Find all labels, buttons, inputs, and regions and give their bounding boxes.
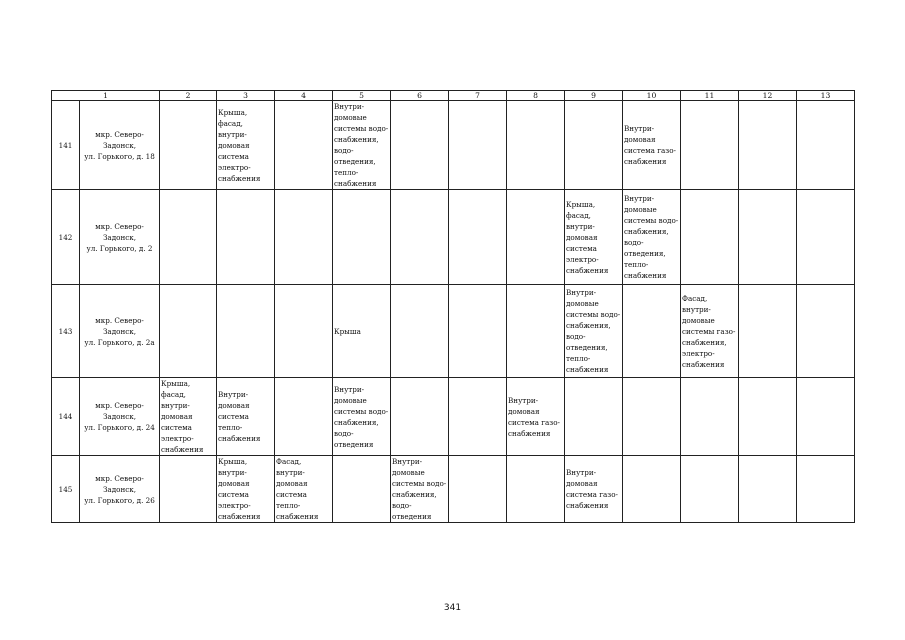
table-cell: Крыша — [333, 285, 391, 378]
table-cell: Внутри- домовые системы водо- снабжения, водо- отведения, тепло- снабжения — [565, 285, 623, 378]
row-number: 145 — [52, 456, 80, 523]
table-cell — [623, 456, 681, 523]
table-cell: Крыша, фасад, внутри- домовая система электро- снабжения — [217, 101, 275, 190]
col-header: 11 — [681, 91, 739, 101]
table-cell — [333, 190, 391, 285]
table-cell — [217, 190, 275, 285]
table-cell — [391, 101, 449, 190]
table-cell — [275, 101, 333, 190]
table-cell — [449, 285, 507, 378]
col-header: 3 — [217, 91, 275, 101]
page-number: 341 — [443, 603, 462, 613]
table-cell: Внутри- домовые системы водо- снабжения, водо- отведения — [333, 378, 391, 456]
col-header: 6 — [391, 91, 449, 101]
table-cell — [160, 456, 217, 523]
table-cell: Крыша, фасад, внутри- домовая система электро- снабжения — [565, 190, 623, 285]
table-cell — [565, 101, 623, 190]
table-cell — [507, 456, 565, 523]
table-cell — [681, 378, 739, 456]
table-row — [52, 378, 855, 456]
table-cell — [449, 456, 507, 523]
repair-schedule-table — [51, 90, 855, 523]
table-cell — [507, 190, 565, 285]
table-cell — [391, 285, 449, 378]
table-cell: Внутри- домовые системы водо- снабжения, водо- отведения, тепло- снабжения — [333, 101, 391, 190]
table-cell — [623, 378, 681, 456]
header-row — [52, 91, 855, 101]
row-address: мкр. Северо- Задонск, ул. Горького, д. 24 — [80, 378, 160, 456]
col-header: 13 — [797, 91, 855, 101]
col-header: 1 — [52, 91, 160, 101]
table-cell — [160, 285, 217, 378]
table-cell — [681, 101, 739, 190]
table-cell — [507, 101, 565, 190]
table-cell — [739, 285, 797, 378]
table-cell — [739, 378, 797, 456]
row-number: 142 — [52, 190, 80, 285]
table-cell — [160, 101, 217, 190]
table-cell: Внутри- домовые системы водо- снабжения, водо- отведения — [391, 456, 449, 523]
col-header: 10 — [623, 91, 681, 101]
table-cell — [391, 378, 449, 456]
table-cell: Внутри- домовая система газо- снабжения — [565, 456, 623, 523]
row-number: 143 — [52, 285, 80, 378]
table-cell — [333, 456, 391, 523]
table-cell — [391, 190, 449, 285]
table-cell: Крыша, фасад, внутри- домовая система электро- снабжения — [160, 378, 217, 456]
row-address: мкр. Северо- Задонск, ул. Горького, д. 18 — [80, 101, 160, 190]
table-cell — [275, 285, 333, 378]
table-cell: Внутри- домовая система газо- снабжения — [623, 101, 681, 190]
table-cell — [275, 190, 333, 285]
row-address: мкр. Северо- Задонск, ул. Горького, д. 26 — [80, 456, 160, 523]
table-cell: Фасад, внутри- домовые системы газо- снабжения, электро- снабжения — [681, 285, 739, 378]
table-row — [52, 101, 855, 190]
row-address: мкр. Северо- Задонск, ул. Горького, д. 2 — [80, 190, 160, 285]
table-cell: Фасад, внутри- домовая система тепло- снабжения — [275, 456, 333, 523]
table-cell — [681, 190, 739, 285]
table-cell — [797, 190, 855, 285]
table-cell — [797, 456, 855, 523]
table-row — [52, 456, 855, 523]
table-cell — [449, 101, 507, 190]
table-cell — [275, 378, 333, 456]
table-cell — [565, 378, 623, 456]
table-cell — [739, 190, 797, 285]
table-cell — [739, 456, 797, 523]
table-cell: Внутри- домовые системы водо- снабжения, водо- отведения, тепло- снабжения — [623, 190, 681, 285]
table-cell: Внутри- домовая система газо- снабжения — [507, 378, 565, 456]
table-cell — [507, 285, 565, 378]
col-header: 4 — [275, 91, 333, 101]
col-header: 9 — [565, 91, 623, 101]
table-cell — [623, 285, 681, 378]
table-row — [52, 190, 855, 285]
table-cell — [681, 456, 739, 523]
row-number: 141 — [52, 101, 80, 190]
table-cell — [449, 378, 507, 456]
table-cell — [739, 101, 797, 190]
table-cell — [449, 190, 507, 285]
col-header: 7 — [449, 91, 507, 101]
row-address: мкр. Северо- Задонск, ул. Горького, д. 2а — [80, 285, 160, 378]
table-cell — [160, 190, 217, 285]
table-cell — [797, 101, 855, 190]
table-cell — [217, 285, 275, 378]
table-cell: Внутри- домовая система тепло- снабжения — [217, 378, 275, 456]
row-number: 144 — [52, 378, 80, 456]
table-cell — [797, 378, 855, 456]
col-header: 8 — [507, 91, 565, 101]
col-header: 5 — [333, 91, 391, 101]
table-row — [52, 285, 855, 378]
col-header: 2 — [160, 91, 217, 101]
table-cell — [797, 285, 855, 378]
col-header: 12 — [739, 91, 797, 101]
table-cell: Крыша, внутри- домовая система электро- снабжения — [217, 456, 275, 523]
